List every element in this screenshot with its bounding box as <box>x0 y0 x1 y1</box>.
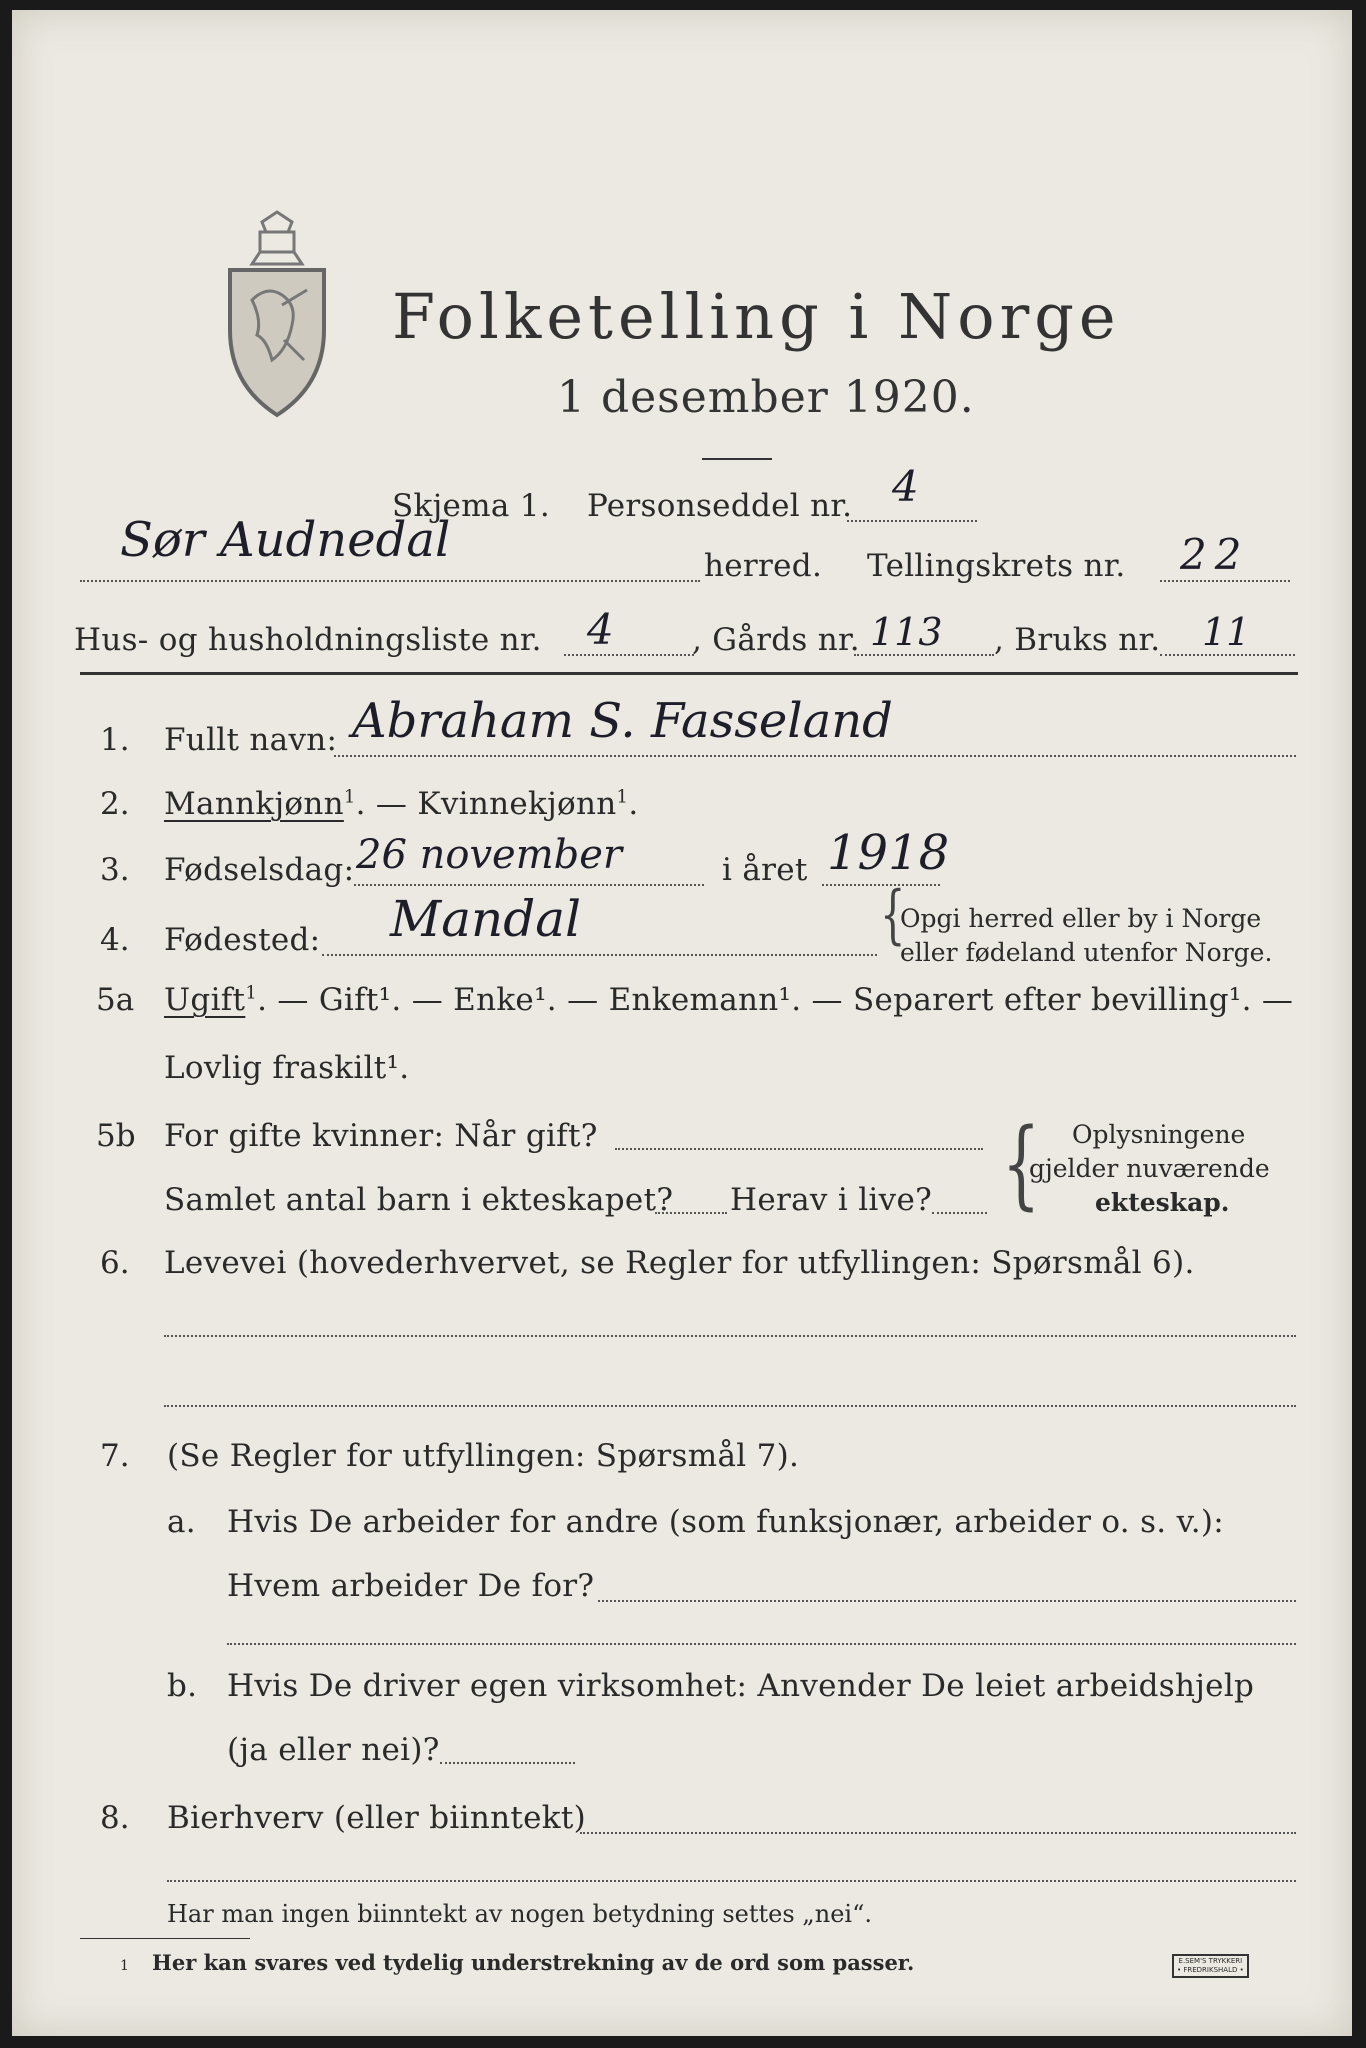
q4-label: Fødested: <box>164 922 321 958</box>
form-title: Folketelling i Norge <box>392 280 1121 353</box>
gards-value: 113 <box>870 610 943 654</box>
herred-label: herred. <box>704 548 823 584</box>
q3-number: 3. <box>100 852 130 888</box>
bruks-label: , Bruks nr. <box>994 622 1161 658</box>
bruks-value: 11 <box>1202 610 1251 654</box>
q2-female-option: Kvinnekjønn <box>417 786 617 822</box>
personseddel-label: Personseddel nr. <box>587 488 853 524</box>
footnote-mark: 1 <box>120 1958 129 1974</box>
q8-label: Bierhverv (eller biinntekt) <box>167 1800 587 1836</box>
q8-line-1 <box>580 1832 1296 1834</box>
q7-number: 7. <box>100 1438 130 1474</box>
herred-value: Sør Audnedal <box>120 512 451 568</box>
q5b-number: 5b <box>96 1118 136 1154</box>
q7-label: (Se Regler for utfyllingen: Spørsmål 7). <box>167 1438 800 1474</box>
q6-number: 6. <box>100 1245 130 1281</box>
q5a-options: Ugift$^1$. — Gift¹. — Enke¹. — Enkemann¹. — Separert efter bevilling¹. — <box>164 982 1294 1018</box>
q3-year-value: 1918 <box>827 825 950 881</box>
q5b-children-line <box>655 1212 727 1214</box>
q7a-letter: a. <box>167 1504 196 1540</box>
q5b-label-married: For gifte kvinner: Når gift? <box>164 1118 598 1154</box>
title-divider <box>702 458 772 460</box>
q4-value: Mandal <box>390 890 582 948</box>
q7b-text: Hvis De driver egen virksomhet: Anvender De leiet arbeidshjelp <box>227 1668 1255 1704</box>
q5b-married-line <box>615 1148 983 1150</box>
q2-number: 2. <box>100 786 130 822</box>
q7b-line <box>440 1762 575 1764</box>
gards-label: , Gårds nr. <box>692 622 860 658</box>
q8-note: Har man ingen biinntekt av nogen betydning settes „nei“. <box>167 1900 872 1928</box>
q5b-label-children: Samlet antal barn i ekteskapet? <box>164 1182 674 1218</box>
q5b-note-1: Oplysningene <box>1072 1120 1246 1149</box>
q2-options: Mannkjønn$^1$. — Kvinnekjønn$^1$. <box>164 786 639 822</box>
q8-line-2 <box>167 1880 1296 1882</box>
form-date: 1 desember 1920. <box>557 372 975 423</box>
bruks-line <box>1160 654 1295 656</box>
gards-line <box>854 654 994 656</box>
q5b-label-alive: Herav i live? <box>730 1182 933 1218</box>
q2-male-option: Mannkjønn <box>164 786 344 822</box>
q7a-line-1 <box>598 1600 1296 1602</box>
q5b-note-2: gjelder nuværende <box>1029 1154 1270 1183</box>
q1-number: 1. <box>100 722 130 758</box>
q4-number: 4. <box>100 922 130 958</box>
q3-value: 26 november <box>356 832 623 878</box>
skjema-label: Skjema 1. <box>392 488 550 524</box>
tellingskrets-value: 22 <box>1180 530 1250 579</box>
q4-note-2: eller fødeland utenfor Norge. <box>900 938 1273 967</box>
q1-line <box>334 755 1296 757</box>
q6-line-1 <box>164 1335 1296 1337</box>
q5b-note-3: ekteskap. <box>1095 1188 1230 1217</box>
printer-stamp: E.SEM'S TRYKKERI • FREDRIKSHALD • <box>1172 1954 1249 1978</box>
q5a-number: 5a <box>96 982 135 1018</box>
q5b-alive-line <box>932 1212 987 1214</box>
census-form-page <box>12 10 1352 2036</box>
personseddel-value: 4 <box>892 462 919 511</box>
q4-line <box>322 954 877 956</box>
q7a-line-2 <box>227 1643 1296 1645</box>
q4-brace: { <box>880 878 906 952</box>
q3-year-label: i året <box>722 852 808 888</box>
q7b-letter: b. <box>167 1668 198 1704</box>
q5a-line2: Lovlig fraskilt¹. <box>164 1050 410 1086</box>
section-divider <box>80 672 1298 675</box>
q1-label: Fullt navn: <box>164 722 338 758</box>
q8-number: 8. <box>100 1800 130 1836</box>
footnote-divider <box>80 1938 250 1939</box>
q6-label: Levevei (hovederhvervet, se Regler for utfyllingen: Spørsmål 6). <box>164 1245 1195 1281</box>
husliste-value: 4 <box>587 605 614 654</box>
q4-note-1: Opgi herred eller by i Norge <box>900 904 1262 933</box>
q5a-ugift-option: Ugift <box>164 982 246 1018</box>
q3-label: Fødselsdag: <box>164 852 355 888</box>
q7b-question: (ja eller nei)? <box>227 1732 440 1768</box>
footnote-text: Her kan svares ved tydelig understrekning av de ord som passer. <box>152 1950 915 1975</box>
q3-line <box>354 884 704 886</box>
q1-value: Abraham S. Fasseland <box>352 693 893 749</box>
q7a-question: Hvem arbeider De for? <box>227 1568 595 1604</box>
tellingskrets-line <box>1160 580 1290 582</box>
personseddel-line <box>847 520 977 522</box>
herred-line <box>80 580 700 582</box>
husliste-line <box>564 654 694 656</box>
tellingskrets-label: Tellingskrets nr. <box>867 548 1126 584</box>
norwegian-coat-of-arms-icon <box>222 210 332 425</box>
q5b-brace: { <box>1002 1109 1041 1221</box>
husliste-label: Hus- og husholdningsliste nr. <box>74 622 542 658</box>
q6-line-2 <box>164 1405 1296 1407</box>
q7a-text: Hvis De arbeider for andre (som funksjonær, arbeider o. s. v.): <box>227 1504 1225 1540</box>
